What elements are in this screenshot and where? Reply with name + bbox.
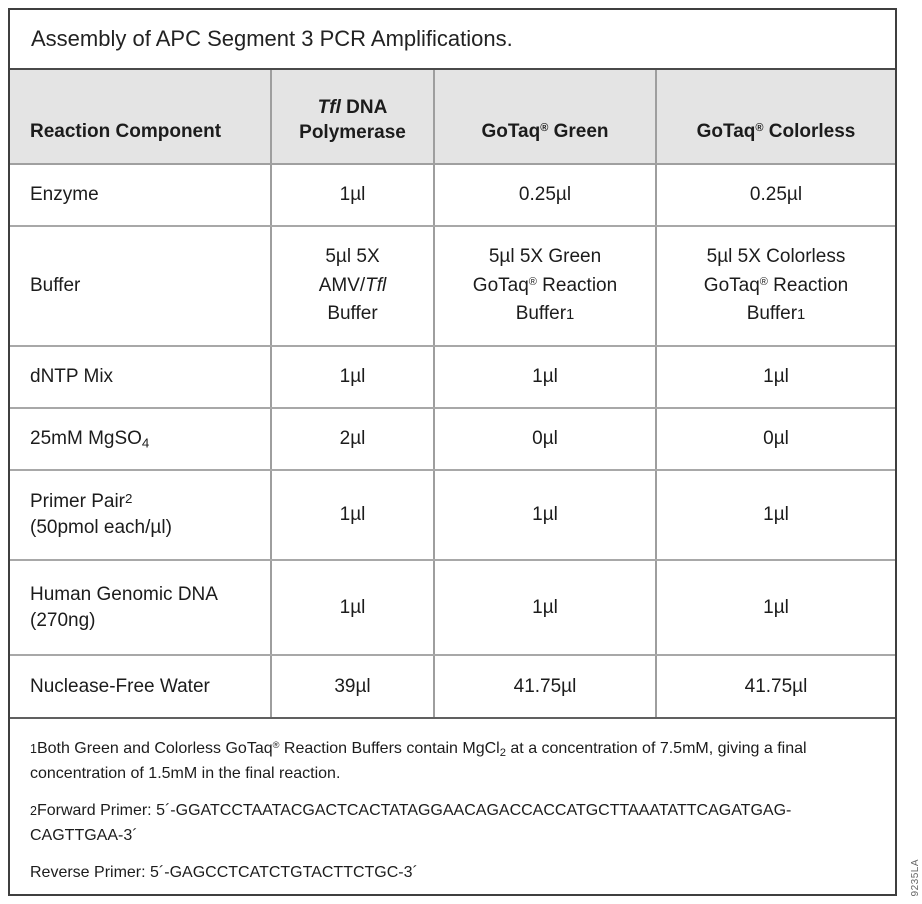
cell-mgso4-colorless: 0µl [763, 428, 789, 449]
table-row-buffer [10, 227, 895, 347]
table-title [10, 10, 895, 70]
registered-trademark-icon: ® [528, 275, 537, 288]
reverse-primer-sequence: 5´-GAGCCTCATCTGTACTTCTGC-3´ [150, 863, 418, 881]
cell-mgso4-label: 25mM MgSO4 [10, 409, 272, 469]
footnote-marker: 1 [797, 307, 806, 324]
cell-primer-label: Primer Pair$^2$ (50pmol each/µl) [10, 471, 272, 559]
registered-trademark-icon: ® [759, 275, 768, 288]
footnote-marker: 2 [125, 490, 133, 506]
registered-trademark-icon: ® [755, 122, 764, 135]
footnote-marker: 1 [30, 742, 37, 756]
footnote-reverse-primer: Reverse Primer: 5´-GAGCCTCATCTGTACTTCTGC-3´ [30, 863, 418, 881]
table-title-text: Assembly of APC Segment 3 PCR Amplifications. [31, 26, 513, 51]
header-reaction-component: Reaction Component [10, 70, 272, 163]
header-tfl-dna-polymerase: Tfl DNA Polymerase [272, 70, 435, 163]
cell-buffer-label: Buffer [10, 227, 272, 345]
forward-primer-sequence-line1: 5´-GGATCCTAATACGACTCACTATAGGAACAGACCACCATGCTTAAATATTCAGATGAG- [156, 802, 792, 820]
cell-dna-label: Human Genomic DNA (270ng) [10, 561, 272, 654]
footnote-1: 1Both Green and Colorless GoTaq® Reaction Buffers contain MgCl2 at a concentration of 7.5mM, giving a final concentration of 1.5mM in the final reaction. [30, 739, 807, 783]
table-row-mgso4 [10, 409, 895, 471]
cell-water-colorless: 41.75µl [744, 675, 808, 697]
cell-dntp-tfl: 1µl [272, 347, 435, 407]
cell-enzyme-label: Enzyme [10, 165, 272, 225]
table-row-dntp-mix [10, 347, 895, 409]
cell-dna-tfl: 1µl [272, 561, 435, 654]
cell-dntp-label: dNTP Mix [10, 347, 272, 407]
subscript-4: 4 [141, 435, 150, 451]
cell-water-label: Nuclease-Free Water [10, 656, 272, 717]
tfl-italic: Tfl [317, 96, 341, 118]
cell-buffer-green: 5µl 5X Green GoTaq® Reaction Buffer1 [435, 227, 657, 345]
cell-buffer-tfl: 5µl 5X AMV/Tfl Buffer [272, 227, 435, 345]
cell-dna-green: 1µl [435, 561, 657, 654]
header-gotaq-green: GoTaq® Green [435, 70, 657, 163]
footnotes-section [10, 719, 895, 894]
cell-mgso4-green: 0µl [435, 409, 657, 469]
cell-enzyme-green: 0.25µl [435, 165, 657, 225]
table-row-primer-pair [10, 471, 895, 561]
cell-primer-tfl: 1µl [272, 471, 435, 559]
cell-primer-colorless: 1µl [763, 504, 789, 525]
table-row-genomic-dna [10, 561, 895, 656]
cell-dntp-colorless: 1µl [763, 366, 789, 387]
forward-primer-sequence-line2: CAGTTGAA-3´ [30, 827, 138, 845]
cell-enzyme-colorless: 0.25µl [749, 184, 803, 205]
cell-dntp-green: 1µl [435, 347, 657, 407]
cell-mgso4-tfl: 2µl [272, 409, 435, 469]
header-gotaq-colorless: GoTaq® Colorless [696, 121, 856, 143]
footnote-2-forward-primer: 2Forward Primer: 5´-GGATCCTAATACGACTCACTATAGGAACAGACCACCATGCTTAAATATTCAGATGAG- CAGTTGAA-3´ [30, 802, 792, 845]
registered-trademark-icon: ® [272, 739, 280, 750]
cell-enzyme-tfl: 1µl [272, 165, 435, 225]
footnote-marker: 2 [30, 804, 37, 819]
footnote-marker: 1 [566, 307, 575, 324]
table-row-enzyme [10, 165, 895, 227]
registered-trademark-icon: ® [540, 122, 549, 135]
cell-water-tfl: 39µl [272, 656, 435, 717]
figure-code: 9235LA [910, 858, 921, 896]
cell-primer-green: 1µl [435, 471, 657, 559]
tfl-italic: Tfl [365, 274, 387, 296]
table-frame [8, 8, 897, 896]
cell-buffer-colorless: 5µl 5X Colorless GoTaq® Reaction Buffer1 [703, 246, 849, 325]
cell-dna-colorless: 1µl [763, 596, 789, 618]
subscript-2: 2 [499, 747, 506, 760]
table-header-row [10, 70, 895, 165]
table-row-water [10, 656, 895, 719]
cell-water-green: 41.75µl [435, 656, 657, 717]
